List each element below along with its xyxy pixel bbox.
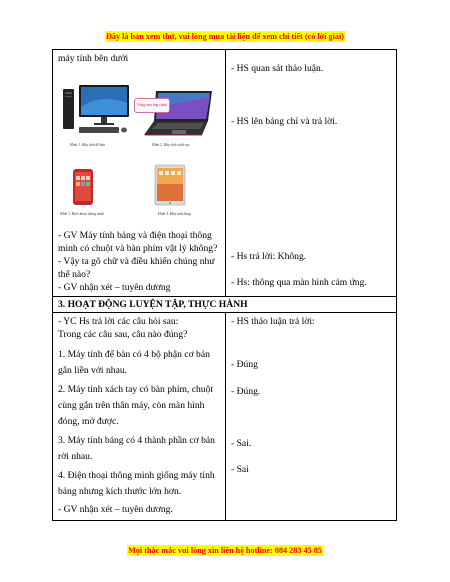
student-response: - Hs: thông qua màn hình cảm ứng.: [231, 277, 367, 288]
student-response: - Hs trả lời: Không.: [231, 251, 307, 262]
preview-banner: Đây là bản xem thử, vui lòng mua tài liệu để xem chi tiết (có lời giải): [105, 32, 345, 41]
feedback-text: - GV nhận xét – tuyên dương.: [58, 504, 173, 515]
lesson-table: [52, 49, 397, 521]
table-row: [53, 50, 397, 297]
quiz-statement: 4. Điện thoại thông minh giống máy tính bảng nhưng kích thước lớn hơn.: [58, 470, 215, 497]
question-text: - Vậy ta gõ chữ và điều khiển chúng như thế nào?: [58, 256, 215, 280]
section-heading: 3. HOẠT ĐỘNG LUYỆN TẬP, THỰC HÀNH: [53, 297, 397, 313]
teacher-cell: [53, 313, 226, 521]
feedback-text: - GV nhận xét – tuyên dương: [58, 282, 171, 293]
smartphone-image: [72, 168, 94, 206]
quiz-answer: - Đúng.: [231, 386, 261, 397]
table-row: [53, 297, 397, 313]
student-response: - HS thảo luận trả lời:: [231, 316, 315, 327]
student-cell: [226, 313, 397, 521]
quiz-answer: - Sai.: [231, 438, 252, 449]
figure-caption: Hình 4. Máy tính bảng: [158, 212, 191, 216]
quiz-statement: 2. Máy tính xách tay có bàn phím, chuột cùng gắn trên thân máy, còn màn hình đóng, mở được.: [58, 384, 214, 427]
quiz-statement: 3. Máy tính bảng có 4 thành phần cơ bản rời nhau.: [58, 435, 215, 462]
instruction-text: Trong các câu sau, câu nào đúng?: [58, 329, 188, 340]
figure-caption: Hình 2. Máy tính xách tay: [152, 143, 190, 147]
student-cell: [226, 50, 397, 297]
table-row: [53, 313, 397, 521]
desktop-computer-image: [61, 83, 133, 137]
intro-text: máy tính bên dưới: [58, 53, 129, 64]
instruction-text: - YC Hs trả lời các câu hỏi sau:: [58, 316, 179, 327]
tablet-image: [154, 164, 186, 206]
student-response: - HS quan sát thảo luận.: [231, 63, 324, 74]
quiz-answer: - Đúng: [231, 359, 258, 370]
figure-caption: Hình 3. Điện thoại thông minh: [60, 212, 105, 216]
figures-block: [58, 65, 221, 229]
hotline-banner: Mọi thắc mắc vui lòng xin liên hệ hotline: 084 283 45 85: [128, 546, 322, 555]
quiz-answer: - Sai: [231, 464, 249, 475]
laptop-image: [142, 89, 214, 139]
figure-caption: Hình 1. Máy tính để bàn: [70, 143, 106, 147]
student-response: - HS lên bảng chỉ và trả lời.: [231, 116, 338, 127]
quiz-statement: 1. Máy tính để bàn có 4 bộ phận cơ bản gắn liền với nhau.: [58, 349, 210, 376]
touchpad-callout: Vùng cảm ứng chuột: [134, 98, 170, 113]
teacher-cell: [53, 50, 226, 297]
question-text: - GV Máy tính bảng và điện thoại thông minh có chuột và bàn phím vật lý không?: [58, 230, 218, 254]
